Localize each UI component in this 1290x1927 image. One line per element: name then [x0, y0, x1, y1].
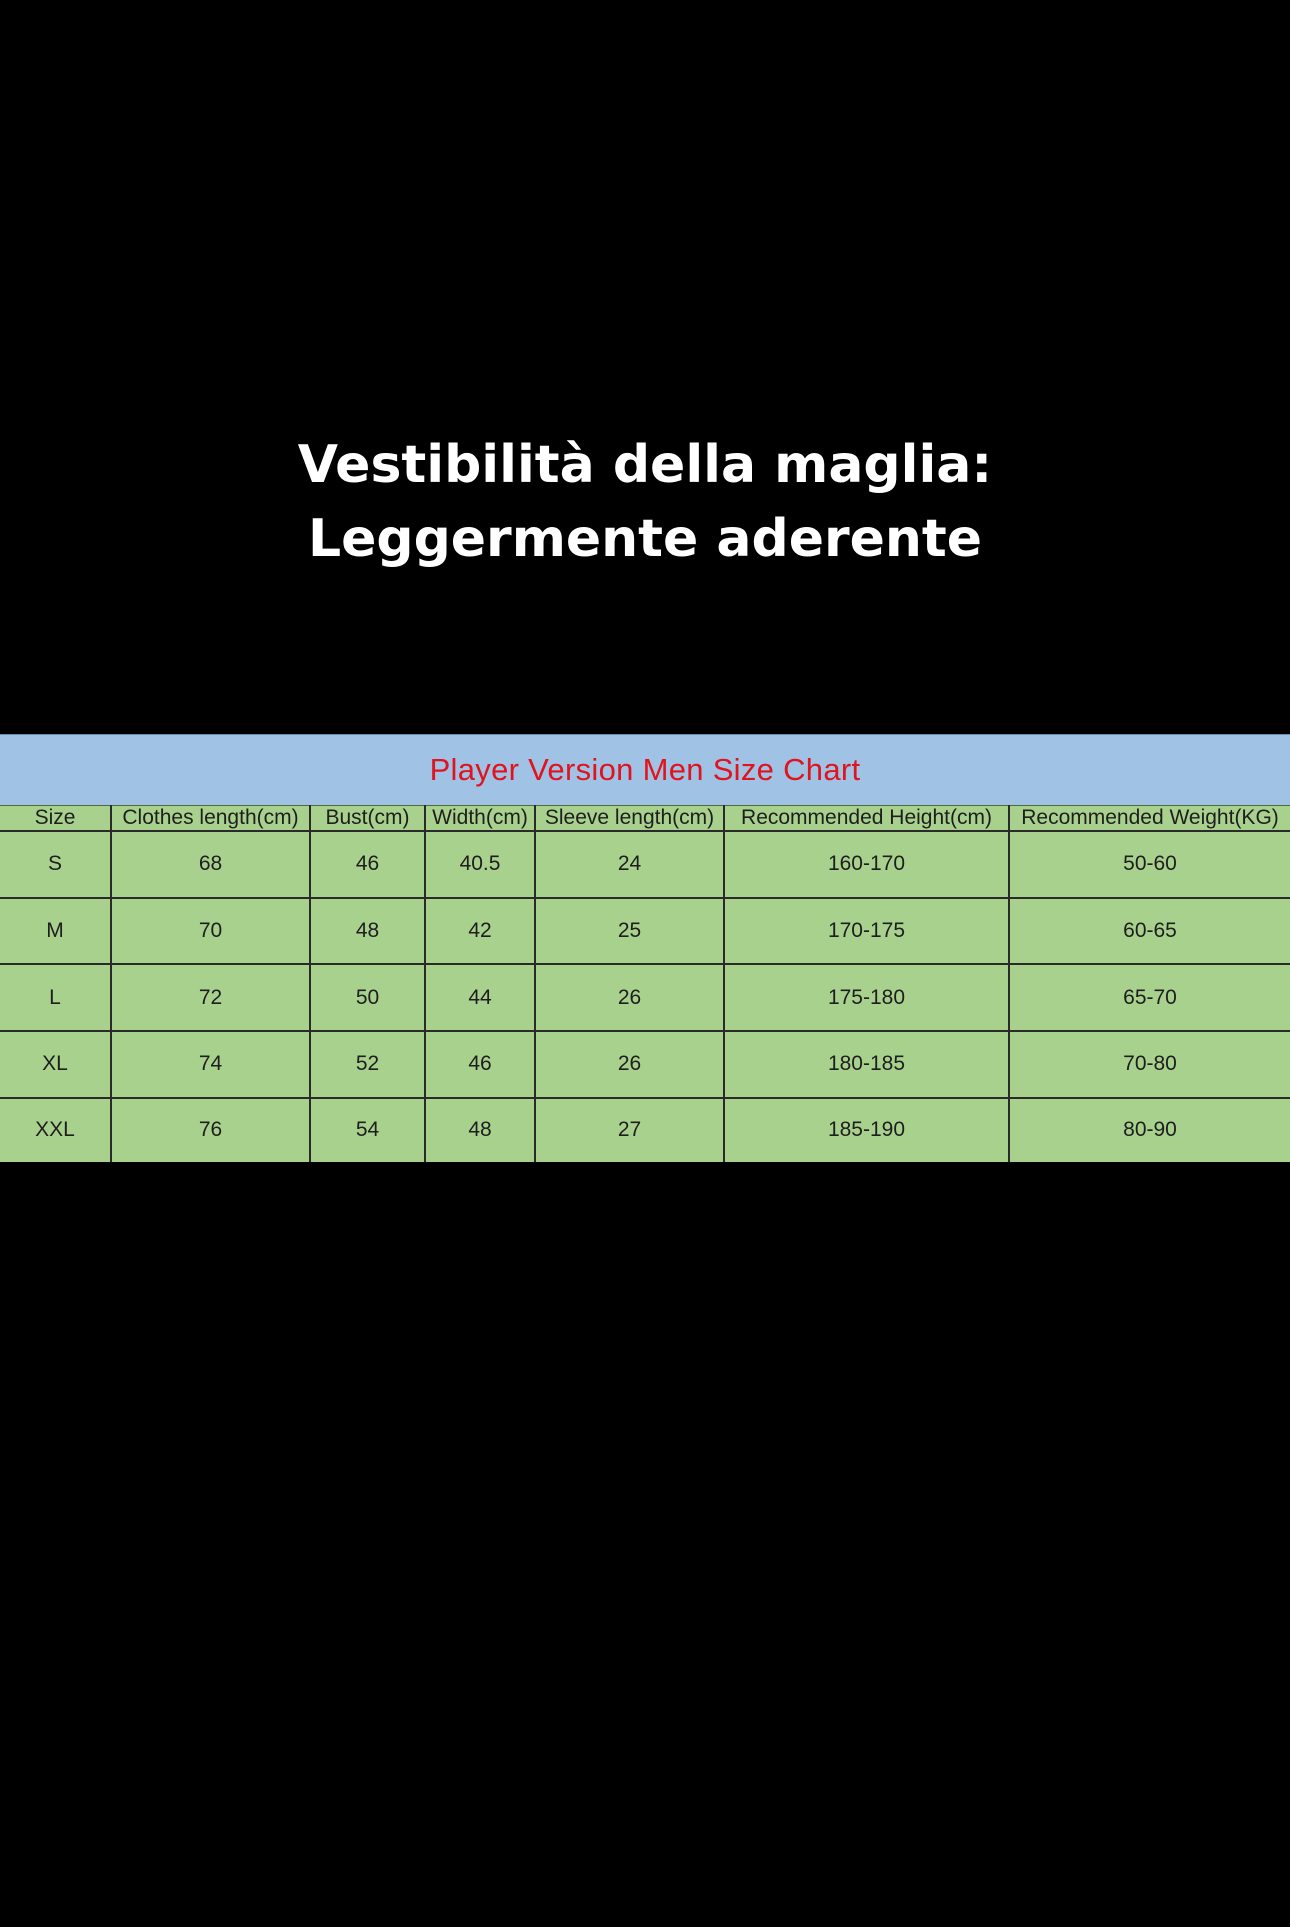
table-cell: 40.5	[425, 831, 535, 898]
table-cell: 180-185	[724, 1031, 1009, 1098]
table-cell: 44	[425, 964, 535, 1031]
table-cell: 27	[535, 1098, 724, 1162]
table-cell: 185-190	[724, 1098, 1009, 1162]
headline	[0, 428, 1290, 576]
table-cell: 60-65	[1009, 898, 1290, 965]
table-cell: XL	[0, 1031, 111, 1098]
size-chart-title-bar	[0, 734, 1290, 805]
table-cell: S	[0, 831, 111, 898]
table-cell: 42	[425, 898, 535, 965]
table-cell: 74	[111, 1031, 310, 1098]
table-cell: 26	[535, 1031, 724, 1098]
table-cell: 50	[310, 964, 425, 1031]
table-row	[0, 898, 1290, 965]
table-cell: 65-70	[1009, 964, 1290, 1031]
column-header-width: Width(cm)	[425, 806, 535, 832]
table-cell: 76	[111, 1098, 310, 1162]
table-cell: 48	[310, 898, 425, 965]
table-cell: 26	[535, 964, 724, 1031]
table-cell: 170-175	[724, 898, 1009, 965]
table-cell: 70	[111, 898, 310, 965]
table-cell: 24	[535, 831, 724, 898]
table-cell: 68	[111, 831, 310, 898]
table-cell: M	[0, 898, 111, 965]
table-cell: 160-170	[724, 831, 1009, 898]
table-row	[0, 1098, 1290, 1162]
table-cell: 48	[425, 1098, 535, 1162]
table-row	[0, 964, 1290, 1031]
size-table	[0, 805, 1290, 1162]
column-header-recommended-height: Recommended Height(cm)	[724, 806, 1009, 832]
table-cell: 80-90	[1009, 1098, 1290, 1162]
table-cell: 50-60	[1009, 831, 1290, 898]
size-chart-title: Player Version Men Size Chart	[429, 752, 861, 787]
table-cell: 46	[310, 831, 425, 898]
headline-line-1: Vestibilità della maglia:	[297, 435, 993, 495]
column-header-clothes-length: Clothes length(cm)	[111, 806, 310, 832]
table-cell: 70-80	[1009, 1031, 1290, 1098]
headline-line-2: Leggermente aderente	[307, 509, 983, 569]
size-chart	[0, 734, 1290, 1162]
table-header-row	[0, 806, 1290, 832]
table-row	[0, 831, 1290, 898]
column-header-sleeve-length: Sleeve length(cm)	[535, 806, 724, 832]
table-cell: 72	[111, 964, 310, 1031]
column-header-recommended-weight: Recommended Weight(KG)	[1009, 806, 1290, 832]
table-cell: L	[0, 964, 111, 1031]
column-header-size: Size	[0, 806, 111, 832]
table-cell: XXL	[0, 1098, 111, 1162]
table-cell: 54	[310, 1098, 425, 1162]
table-cell: 25	[535, 898, 724, 965]
table-cell: 175-180	[724, 964, 1009, 1031]
table-cell: 46	[425, 1031, 535, 1098]
table-cell: 52	[310, 1031, 425, 1098]
table-row	[0, 1031, 1290, 1098]
column-header-bust: Bust(cm)	[310, 806, 425, 832]
